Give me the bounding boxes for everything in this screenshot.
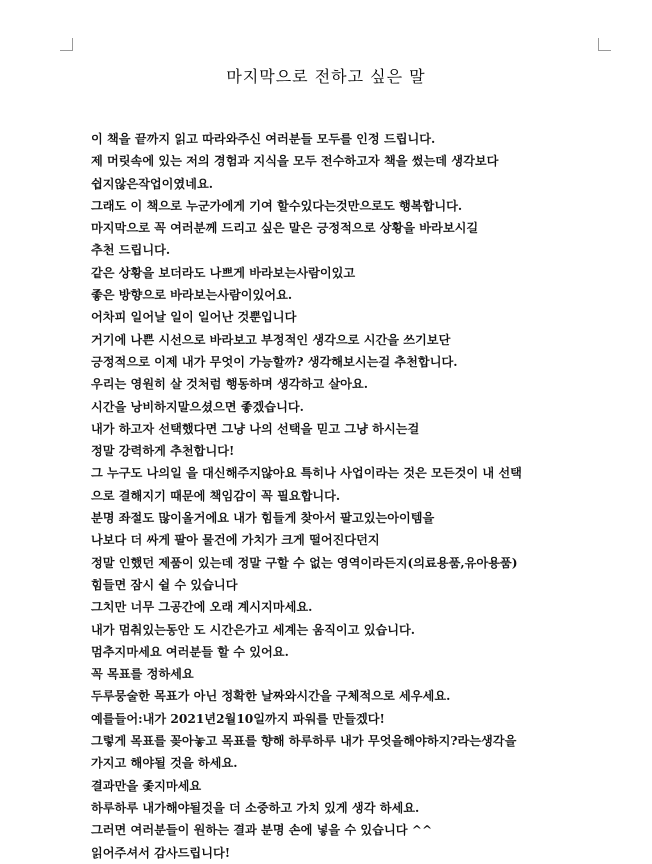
text-line: 좋은 방향으로 바라보는사람이있어요. xyxy=(91,288,293,303)
text-line: 내가 멈춰있는동안 도 시간은가고 세계는 움직이고 있습니다. xyxy=(91,622,416,637)
text-line: 이 책을 끝까지 읽고 따라와주신 여러분들 모두를 인정 드립니다. xyxy=(91,132,436,146)
margin-corner-top-right xyxy=(598,38,611,51)
text-line: 멈추지마세요 여러분들 할 수 있어요. xyxy=(91,644,289,659)
text-line: 시간을 낭비하지말으셨으면 좋겠습니다. xyxy=(91,399,304,414)
text-line: 거기에 나쁜 시선으로 바라보고 부정적인 생각으로 시간을 쓰기보단 xyxy=(91,332,451,347)
text-line: 같은 상황을 보더라도 나쁘게 바라보는사람이있고 xyxy=(91,265,356,280)
text-line: 분명 좌절도 많이올거에요 내가 힘들게 찾아서 팔고있는아이템을 xyxy=(91,511,435,526)
text-line: 결과만을 좇지마세요 xyxy=(91,778,202,793)
page-title: 마지막으로 전하고 싶은 말 xyxy=(226,67,426,86)
margin-corner-top-left xyxy=(60,38,73,51)
text-line: 하루하루 내가해야될것을 더 소중하고 가치 있게 생각 하세요. xyxy=(91,800,420,815)
text-line: 제 머릿속에 있는 저의 경험과 지식을 모두 전수하고자 책을 썼는데 생각보다 xyxy=(91,154,499,169)
text-line: 읽어주셔서 감사드립니다! xyxy=(91,845,231,860)
text-line: 내가 하고자 선택했다면 그냥 나의 선택을 믿고 그냥 하시는걸 xyxy=(91,421,420,436)
text-line: 나보다 더 싸게 팔아 물건에 가치가 크게 떨어진다던지 xyxy=(91,533,380,548)
text-line: 예를들어:내가 2021년2월10일까지 파워를 만들겠다! xyxy=(91,711,385,726)
text-line: 그렇게 목표를 꽂아놓고 목표를 향해 하루하루 내가 무엇을해야하지?라는생각을 xyxy=(91,734,517,749)
text-line: 그 누구도 나의일 을 대신해주지않아요 특히나 사업이라는 것은 모든것이 내 선택 xyxy=(91,466,522,481)
text-line: 정말 인했던 제품이 있는데 정말 구할 수 없는 영역이라든지(의료용품,유아용품) xyxy=(91,555,518,570)
text-line: 두루뭉술한 목표가 아닌 정확한 날짜와시간을 구체적으로 세우세요. xyxy=(91,689,451,704)
text-line: 정말 강력하게 추천합니다! xyxy=(91,444,235,459)
text-line: 그치만 너무 그공간에 오래 계시지마세요. xyxy=(91,600,313,615)
text-line: 추천 드립니다. xyxy=(91,243,171,258)
text-line: 꼭 목표를 정하세요 xyxy=(91,667,194,682)
text-line: 가지고 해야될 것을 하세요. xyxy=(91,756,238,771)
text-line: 그러면 여러분들이 원하는 결과 분명 손에 넣을 수 있습니다 ^^ xyxy=(91,823,433,838)
text-line: 우리는 영원히 살 것처럼 행동하며 생각하고 살아요. xyxy=(91,377,368,392)
document-body xyxy=(91,128,611,864)
text-line: 으로 결해지기 때문에 책임감이 꼭 필요합니다. xyxy=(91,488,341,503)
text-line: 힘들면 잠시 쉴 수 있습니다 xyxy=(91,577,238,592)
text-line: 그래도 이 책으로 누군가에게 기여 할수있다는것만으로도 행복합니다. xyxy=(91,198,463,213)
text-line: 긍정적으로 이제 내가 무엇이 가능할까? 생각해보시는걸 추천합니다. xyxy=(91,354,458,369)
text-line: 쉽지않은작업이였네요. xyxy=(91,176,213,191)
text-line: 마지막으로 꼭 여러분께 드리고 싶은 말은 긍정적으로 상황을 바라보시길 xyxy=(91,221,479,236)
text-line: 어차피 일어날 일이 일어난 것뿐입니다 xyxy=(91,310,297,325)
